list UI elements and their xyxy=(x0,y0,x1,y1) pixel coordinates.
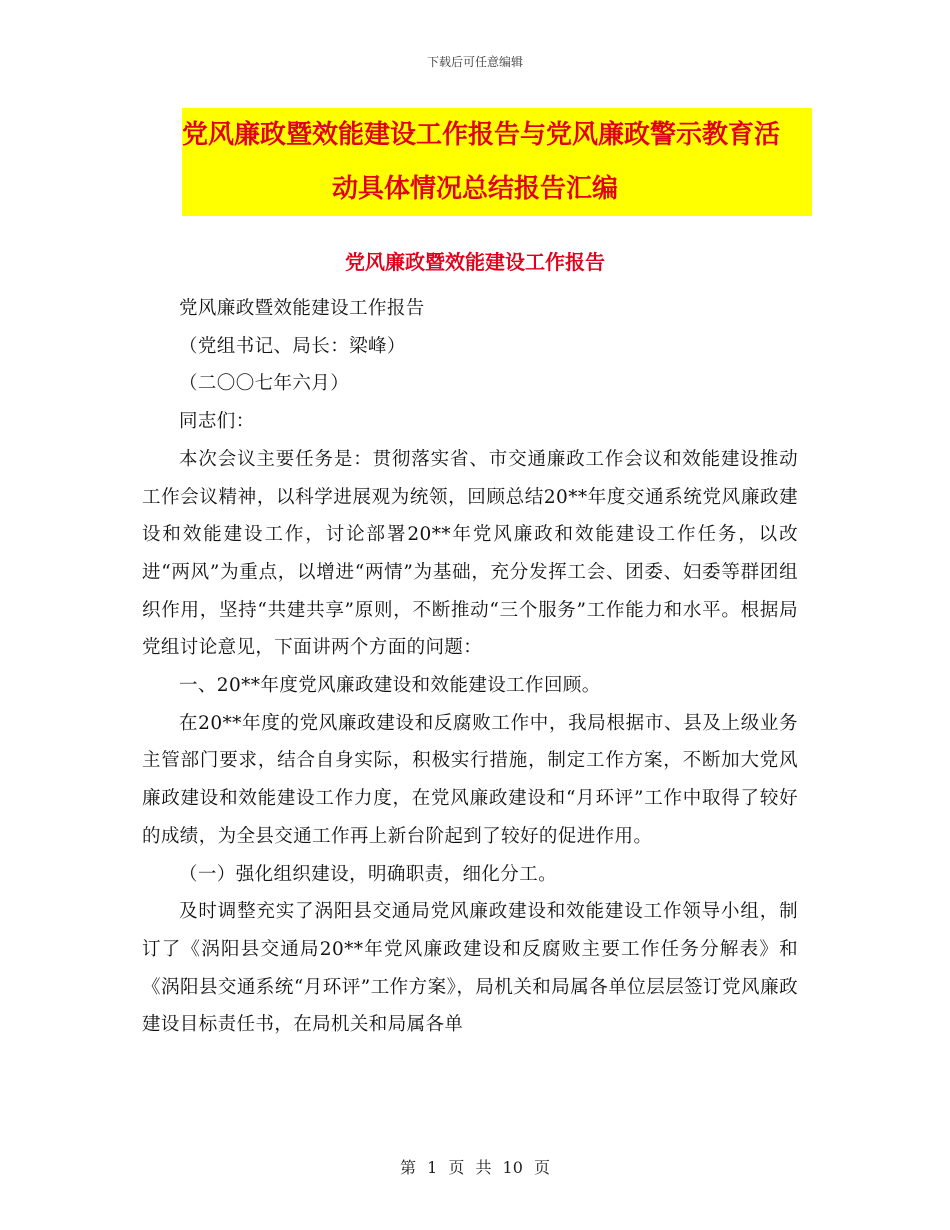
paragraph: （一）强化组织建设，明确职责，细化分工。 xyxy=(179,863,558,885)
paragraph: 党风廉政暨效能建设工作报告 xyxy=(179,298,425,319)
paragraph: 及时调整充实了涡阳县交通局党风廉政建设和效能建设工作领导小组，制订了《涡阳县交通局20**年党风廉政建设和反腐败主要工作任务分解表》和《涡阳县交通系统“月环评”工作方案》，局机关和局属各单位层层签订党风廉政建设目标责任书，在局机关和局属各单 xyxy=(142,901,798,1036)
page-header-note: 下载后可任意编辑 xyxy=(426,55,523,69)
paragraph: （二〇〇七年六月） xyxy=(179,373,350,395)
paragraph: 在20**年度的党风廉政建设和反腐败工作中，我局根据市、县及上级业务主管部门要求，结合自身实际，积极实行措施，制定工作方案，不断加大党风廉政建设和效能建设工作力度，在党风廉政建设和“月环评”工作中取得了较好的成绩，为全县交通工作再上新台阶起到了较好的促进作用。 xyxy=(142,712,798,847)
section-title: 党风廉政暨效能建设工作报告 xyxy=(345,250,605,274)
paragraph: 一、20**年度党风廉政建设和效能建设工作回顾。 xyxy=(179,675,601,697)
paragraph: 同志们： xyxy=(179,411,255,433)
paragraph: 本次会议主要任务是：贯彻落实省、市交通廉政工作会议和效能建设推动工作会议精神，以科学进展观为统领，回顾总结20**年度交通系统党风廉政建设和效能建设工作，讨论部署20**年党风廉政和效能建设工作任务，以改进“两风”为重点，以增进“两情”为基础，充分发挥工会、团委、妇委等群团组织作用，坚持“共建共享”原则，不断推动“三个服务”工作能力和水平。根据局党组讨论意见，下面讲两个方面的问题： xyxy=(142,448,798,659)
paragraph: （党组书记、局长：梁峰） xyxy=(179,335,406,357)
body-text xyxy=(142,290,798,1044)
page-number: 第 1 页 共 10 页 xyxy=(400,1158,550,1177)
document-title-line-1: 党风廉政暨效能建设工作报告与党风廉政警示教育活 xyxy=(182,120,781,150)
document-title-line-2: 动具体情况总结报告汇编 xyxy=(332,174,619,204)
document-title xyxy=(182,108,812,216)
